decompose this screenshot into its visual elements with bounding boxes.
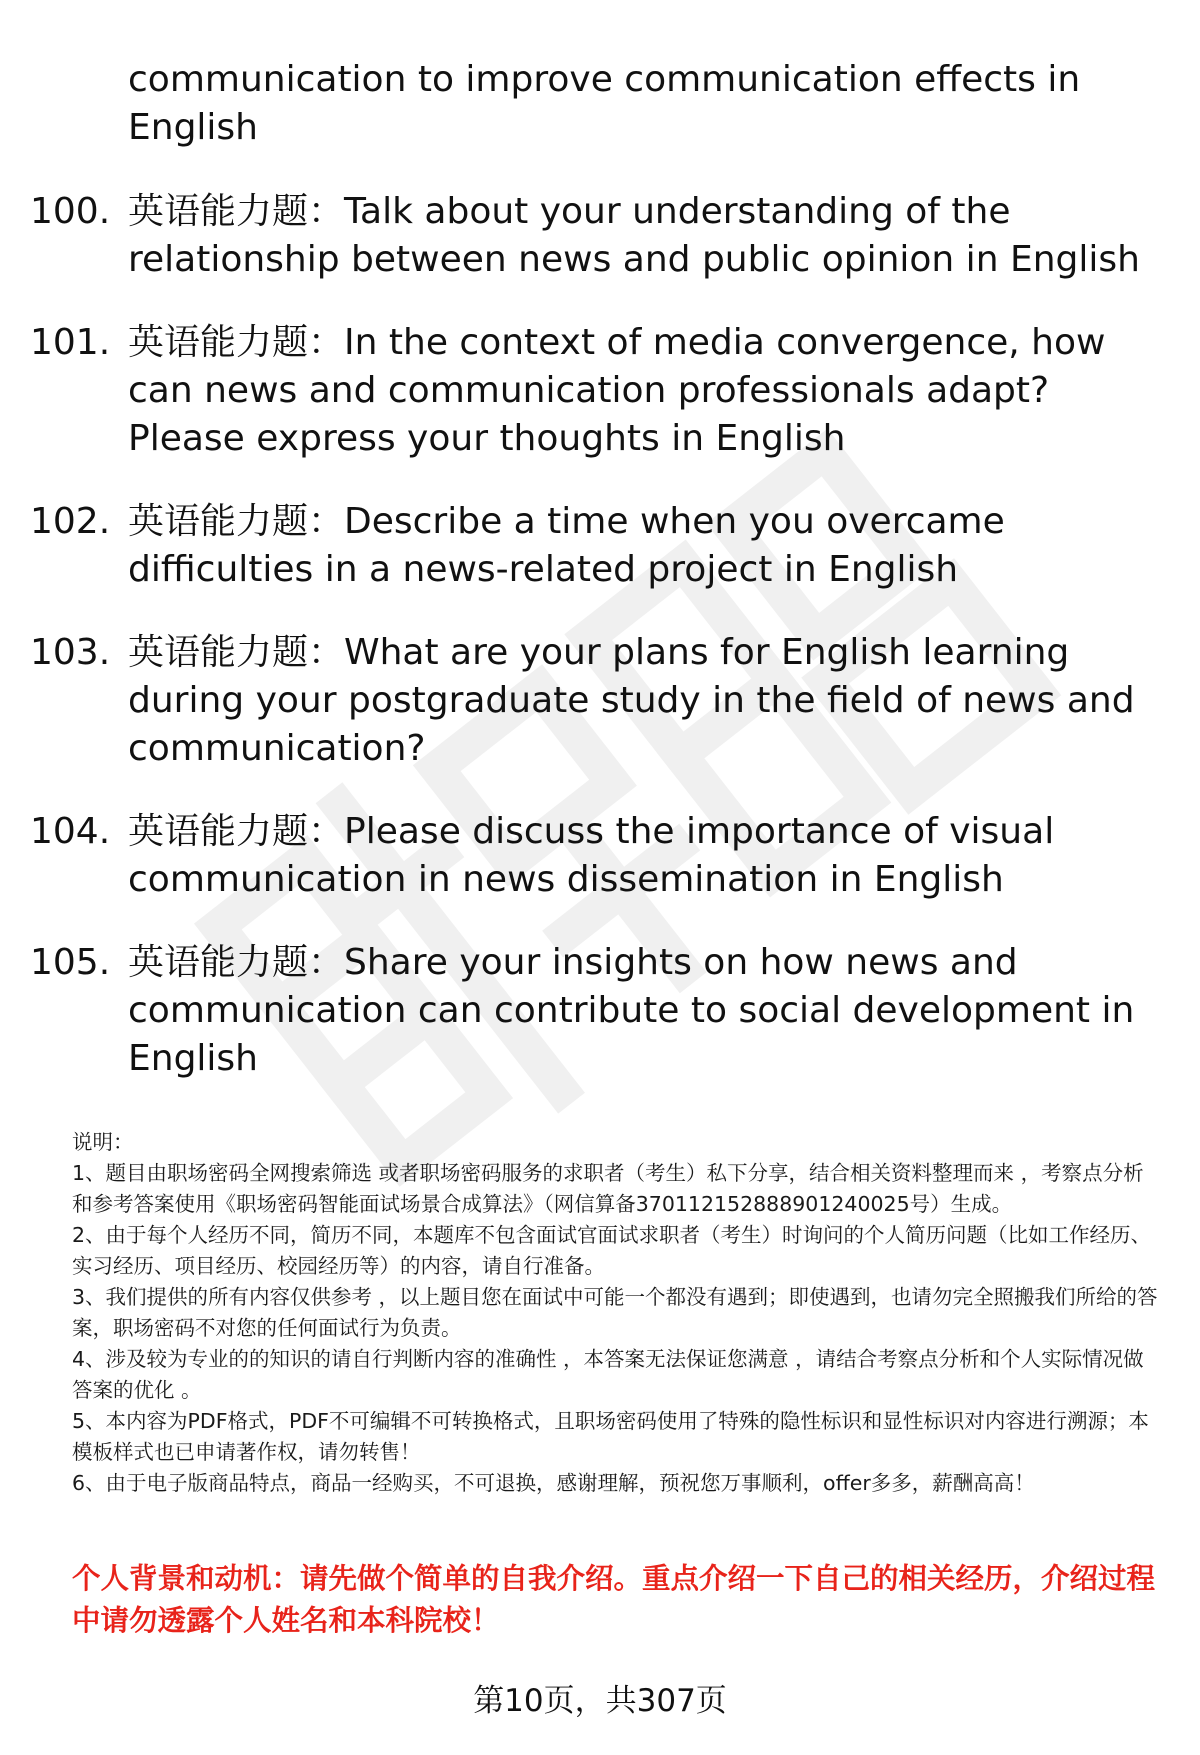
question-number: 105.	[30, 942, 111, 983]
question-text: In the context of media convergence, how can news and communication professionals adapt? Please express your thoughts in English	[128, 322, 1106, 459]
question-item	[30, 629, 1168, 773]
question-text: Please discuss the importance of visual communication in news dissemination in English	[128, 811, 1055, 900]
question-label: 英语能力题：	[128, 501, 345, 542]
question-number: 104.	[30, 811, 111, 852]
question-item	[30, 319, 1168, 463]
note-item: 2、由于每个人经历不同，简历不同，本题库不包含面试官面试求职者（考生）时询问的个人简历问题（比如工作经历、实习经历、项目经历、校园经历等）的内容，请自行准备。	[72, 1223, 1152, 1278]
question-text: Share your insights on how news and communication can contribute to social development in English	[128, 942, 1135, 1079]
continuation-text: communication to improve communication effects in English	[128, 59, 1081, 148]
note-item: 3、我们提供的所有内容仅供参考 ，以上题目您在面试中可能一个都没有遇到；即使遇到，也请勿完全照搬我们所给的答案，职场密码不对您的任何面试行为负责。	[72, 1285, 1158, 1340]
question-text: Talk about your understanding of the relationship between news and public opinion in English	[128, 191, 1140, 280]
question-text: Describe a time when you overcame difficulties in a news-related project in English	[128, 501, 1005, 590]
question-item	[30, 498, 1168, 594]
question-label: 英语能力题：	[128, 191, 345, 232]
question-label: 英语能力题：	[128, 811, 345, 852]
question-number: 100.	[30, 191, 111, 232]
question-item	[30, 939, 1168, 1083]
question-item	[30, 188, 1168, 284]
question-number: 101.	[30, 322, 111, 363]
question-item	[30, 808, 1168, 904]
question-label: 英语能力题：	[128, 632, 345, 673]
question-text: What are your plans for English learning during your postgraduate study in the field of news and communication?	[128, 632, 1135, 769]
note-item: 1、题目由职场密码全网搜索筛选 或者职场密码服务的求职者（考生）私下分享，结合相关资料整理而来 ，考察点分析和参考答案使用《职场密码智能面试场景合成算法》（网信算备370112152888901240025号）生成。	[72, 1161, 1144, 1216]
question-number: 102.	[30, 501, 111, 542]
notes-title: 说明：	[72, 1130, 134, 1154]
question-label: 英语能力题：	[128, 322, 345, 363]
page-number: 第10页，共307页	[473, 1683, 727, 1719]
note-item: 4、涉及较为专业的的知识的请自行判断内容的准确性 ，本答案无法保证您满意 ，请结合考察点分析和个人实际情况做答案的优化 。	[72, 1347, 1144, 1402]
question-label: 英语能力题：	[128, 942, 345, 983]
note-item: 5、本内容为PDF格式，PDF不可编辑不可转换格式，且职场密码使用了特殊的隐性标识和显性标识对内容进行溯源；本模板样式也已申请著作权，请勿转售！	[72, 1409, 1149, 1464]
note-item: 6、由于电子版商品特点，商品一经购买，不可退换，感谢理解，预祝您万事顺利，offer多多，薪酬高高！	[72, 1471, 1035, 1495]
question-list	[30, 188, 1170, 1118]
question-number: 103.	[30, 632, 111, 673]
highlight-question: 个人背景和动机：请先做个简单的自我介绍。重点介绍一下自己的相关经历，介绍过程中请勿透露个人姓名和本科院校！	[72, 1562, 1156, 1637]
notes-section	[72, 1127, 1162, 1499]
